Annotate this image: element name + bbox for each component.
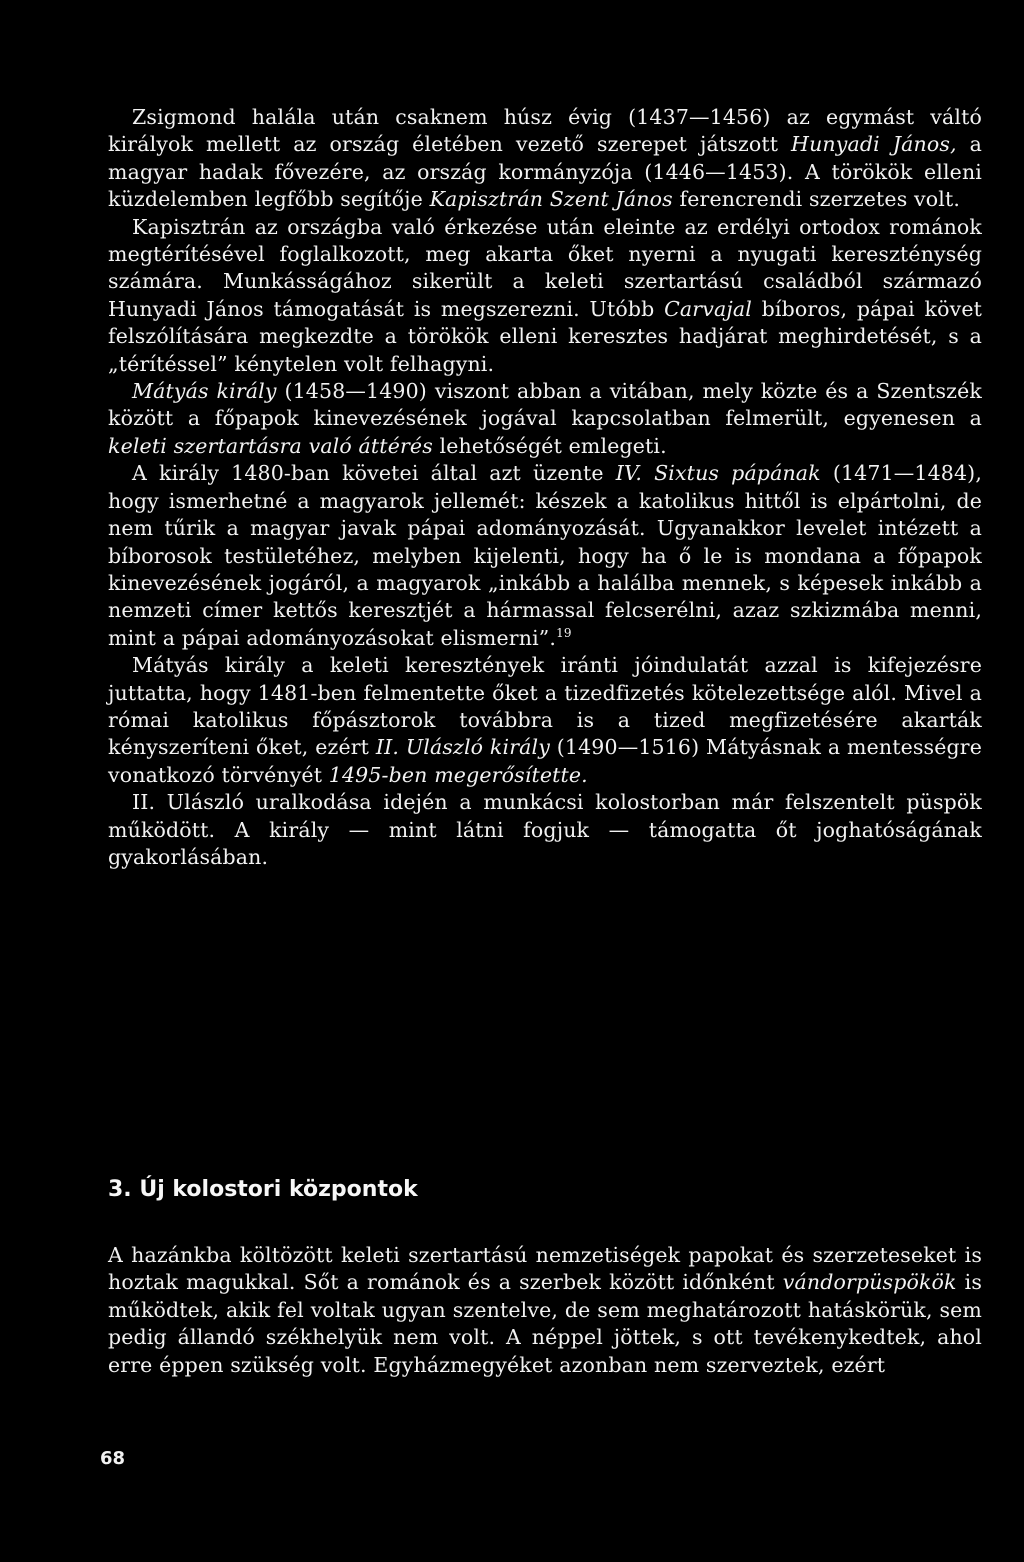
text-run: A király 1480-ban követei által azt üzente [132,461,616,486]
text-run: Zsigmond halála után csaknem húsz évig (1437—1456) az egymást váltó királyok mellett az ország életében vezető szerepet játszott [108,105,982,157]
page-number: 68 [100,1448,126,1469]
italic-run: II. Ulászló király [375,735,550,760]
italic-run: vándorpüspökök [782,1270,957,1295]
body-text [108,104,982,871]
document-page [108,104,983,1377]
italic-run: keleti szertartásra való áttérés [108,433,433,458]
paragraph-5 [108,652,982,789]
text-run: (1471—1484), hogy ismerhetné a magyarok jellemét: készek a katolikus hittől is elpártolni, de nem tűrik a magyar javak pápai adományozását. Ugyanakkor levelet intézett a bíborosok testületéhez, melyben kijelenti, hogy ha ő le is mondana a főpapok kinevezésének jogáról, a magyarok „inkább a halálba mennek, s képesek inkább a nemzeti címer kettős keresztjét a hármassal felcserélni, azaz szkizmába menni, mint a pápai adományozásokat elismerni”. [108,461,982,650]
text-run: (1490—1516) Mátyásnak a mentességre vonatkozó törvényét [108,735,983,787]
text-run: ferencrendi szerzetes volt. [672,187,961,212]
text-run: A hazánkba költözött keleti szertartású nemzetiségek papokat és szerzeteseket is hoztak magukkal. Sőt a románok és a szerbek között időnként [108,1243,982,1295]
paragraph-6 [108,789,982,871]
italic-run: Mátyás király [132,379,277,404]
section-paragraph [108,1242,982,1379]
italic-run: IV. Sixtus pápának [615,461,821,486]
italic-run: Carvajal [664,296,752,321]
text-run: lehetőségét emlegeti. [432,433,667,458]
text-run: is működtek, akik fel voltak ugyan szentelve, de sem meghatározott hatáskörük, sem pedig állandó székhelyük nem volt. A néppel jöttek, s ott tevékenykedtek, ahol erre éppen szükség volt. Egyházmegyéket azonban nem szerveztek, ezért [108,1270,982,1377]
section-heading: 3. Új kolostori központok [108,1177,418,1202]
paragraph-2 [108,214,982,378]
text-run: bíboros, pápai követ felszólítására megkezdte a törökök elleni keresztes hadjárat meghirdetését, s a „térítéssel” kénytelen volt felhagyni. [108,296,982,376]
paragraph-1 [108,104,982,214]
text-run: a magyar hadak fővezére, az ország kormányzója (1446—1453). A törökök elleni küzdelemben legfőbb segítője [108,132,983,212]
italic-run: Hunyadi János, [791,132,957,157]
paragraph-4 [108,460,982,652]
section-body [108,1242,982,1379]
italic-run: Kapisztrán Szent János [429,187,673,212]
italic-run: 1495-ben megerősítette. [328,762,588,787]
text-run: Kapisztrán az országba való érkezése után eleinte az erdélyi ortodox románok megtérítésével foglalkozott, meg akarta őket nyerni a nyugati kereszténység számára. Munkásságához sikerült a keleti szertartású családból származó Hunyadi János támogatását is megszerezni. Utóbb [108,214,982,321]
text-run: Mátyás király a keleti keresztények iránti jóindulatát azzal is kifejezésre juttatta, hogy 1481-ben felmentette őket a tizedfizetés kötelezettsége alól. Mivel a római katolikus főpásztorok továbbra is a tized megfizetésére akarták kényszeríteni őket, ezért [108,653,982,760]
footnote-marker: 19 [556,625,572,640]
paragraph-3 [108,378,982,460]
text-run: (1458—1490) viszont abban a vitában, mely közte és a Szentszék között a főpapok kinevezésének jogával kapcsolatban felmerült, egyenesen a [108,379,982,431]
text-run: II. Ulászló uralkodása idején a munkácsi kolostorban már felszentelt püspök működött. A király — mint látni fogjuk — támogatta őt joghatóságának gyakorlásában. [108,790,982,869]
